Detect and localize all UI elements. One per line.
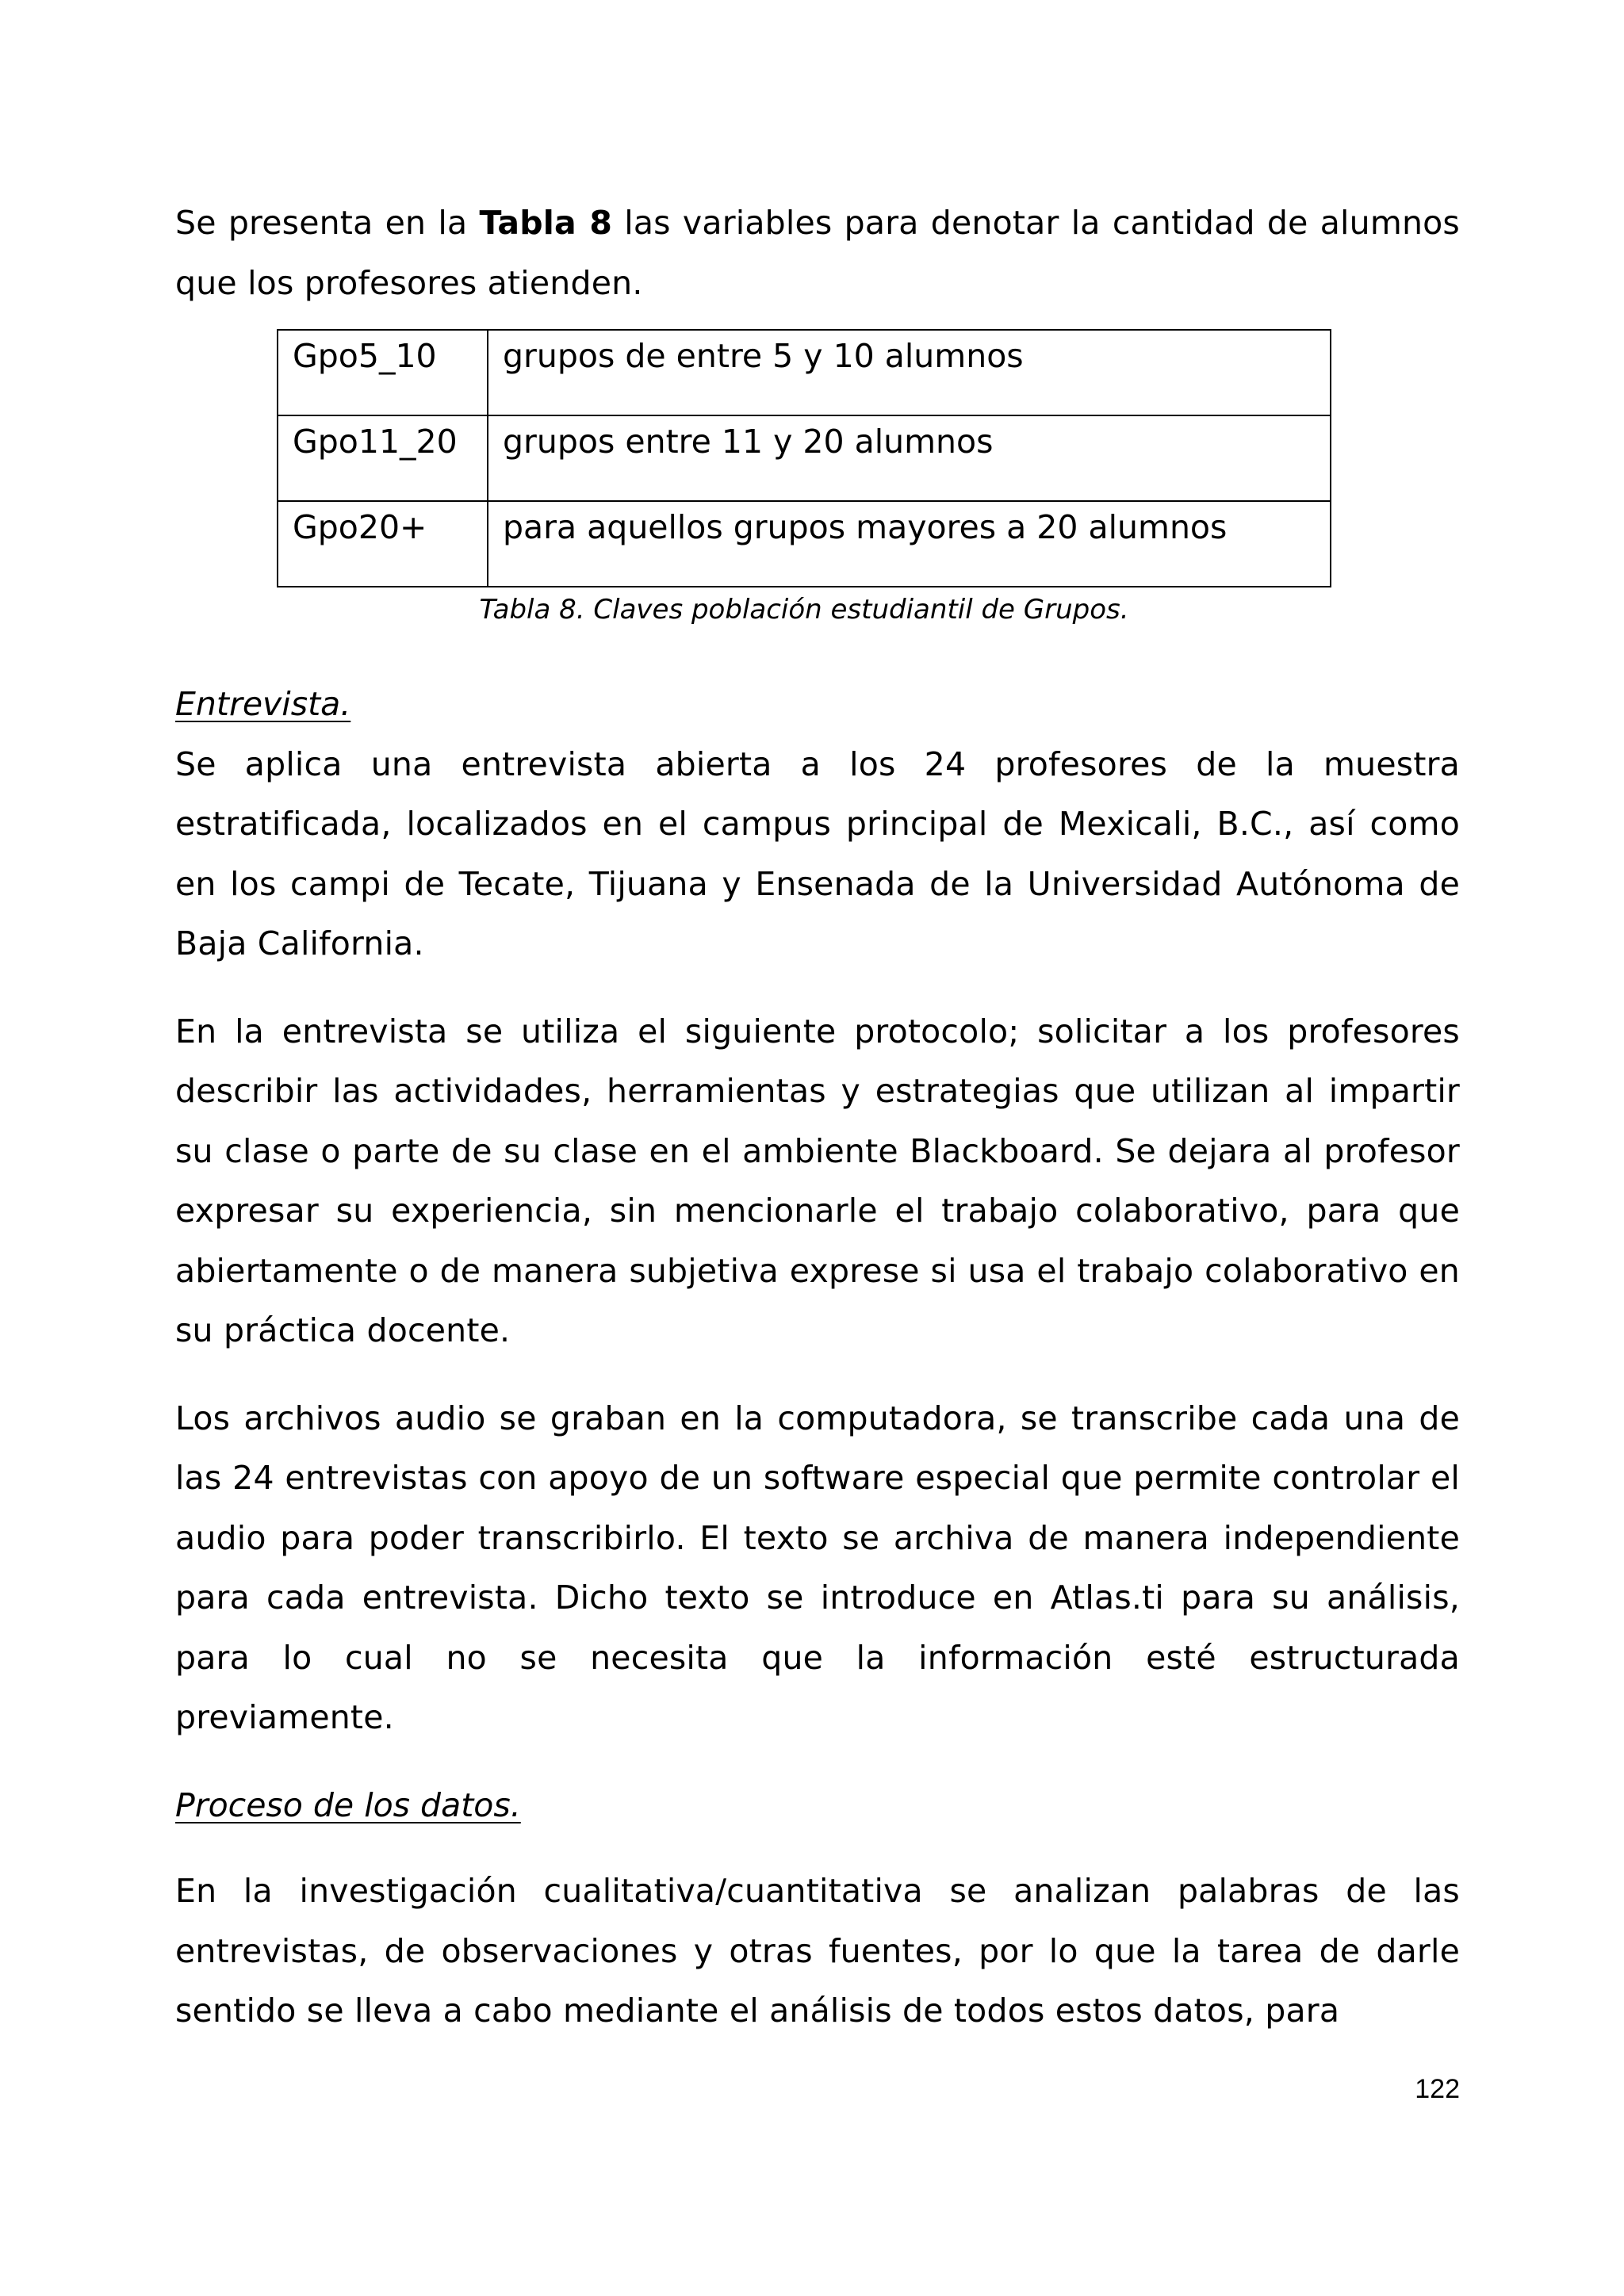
table-cell-code: Gpo20+ [278,501,488,587]
table-cell-description: para aquellos grupos mayores a 20 alumnos [488,501,1331,587]
table-reference: Tabla 8 [479,204,613,242]
table-8 [277,329,1331,629]
spacer [175,629,1460,675]
keys-table [277,329,1331,587]
paragraph: En la entrevista se utiliza el siguiente protocolo; solicitar a los profesores describir las actividades, herramientas y estrategias que utilizan al impartir su clase o parte de su clase en el ambiente Blackboard. Se dejara al profesor expresar su experiencia, sin mencionarle el trabajo colaborativo, para que abiertamente o de manera subjetiva exprese si usa el trabajo colaborativo en su práctica docente. [175,1012,1460,1349]
table-row [278,330,1331,415]
paragraph: Los archivos audio se graban en la computadora, se transcribe cada una de las 24 entrevistas con apoyo de un software especial que permite controlar el audio para poder transcribirlo. El texto se archiva de manera independiente para cada entrevista. Dicho texto se introduce en Atlas.ti para su análisis, para lo cual no se necesita que la información esté estructurada previamente. [175,1399,1460,1736]
intro-text-end: las variables para denotar la cantidad de alumnos que los profesores atienden. [175,204,1460,302]
paragraph: En la investigación cualitativa/cuantitativa se analizan palabras de las entrevistas, de observaciones y otras fuentes, por lo que la tarea de darle sentido se lleva a cabo mediante el análisis de todos estos datos, para [175,1872,1460,2030]
intro-paragraph [175,193,1460,313]
section-heading-proceso: Proceso de los datos. [175,1785,521,1824]
table-cell-description: grupos de entre 5 y 10 alumnos [488,330,1331,415]
table-cell-description: grupos entre 11 y 20 alumnos [488,415,1331,501]
section-heading-entrevista: Entrevista. [175,685,351,723]
intro-text-start: Se presenta en la [175,204,480,242]
table-caption: Tabla 8. Claves población estudiantil de Grupos. [479,594,1129,626]
table-cell-code: Gpo5_10 [278,330,488,415]
table-row [278,415,1331,501]
table-cell-code: Gpo11_20 [278,415,488,501]
page-number: 122 [1415,2074,1460,2104]
document-page [175,193,1460,2042]
paragraph: Se aplica una entrevista abierta a los 24 profesores de la muestra estratificada, localizados en el campus principal de Mexicali, B.C., así como en los campi de Tecate, Tijuana y Ensenada de la Universidad Autónoma de Baja California. [175,744,1460,962]
table-row [278,501,1331,587]
